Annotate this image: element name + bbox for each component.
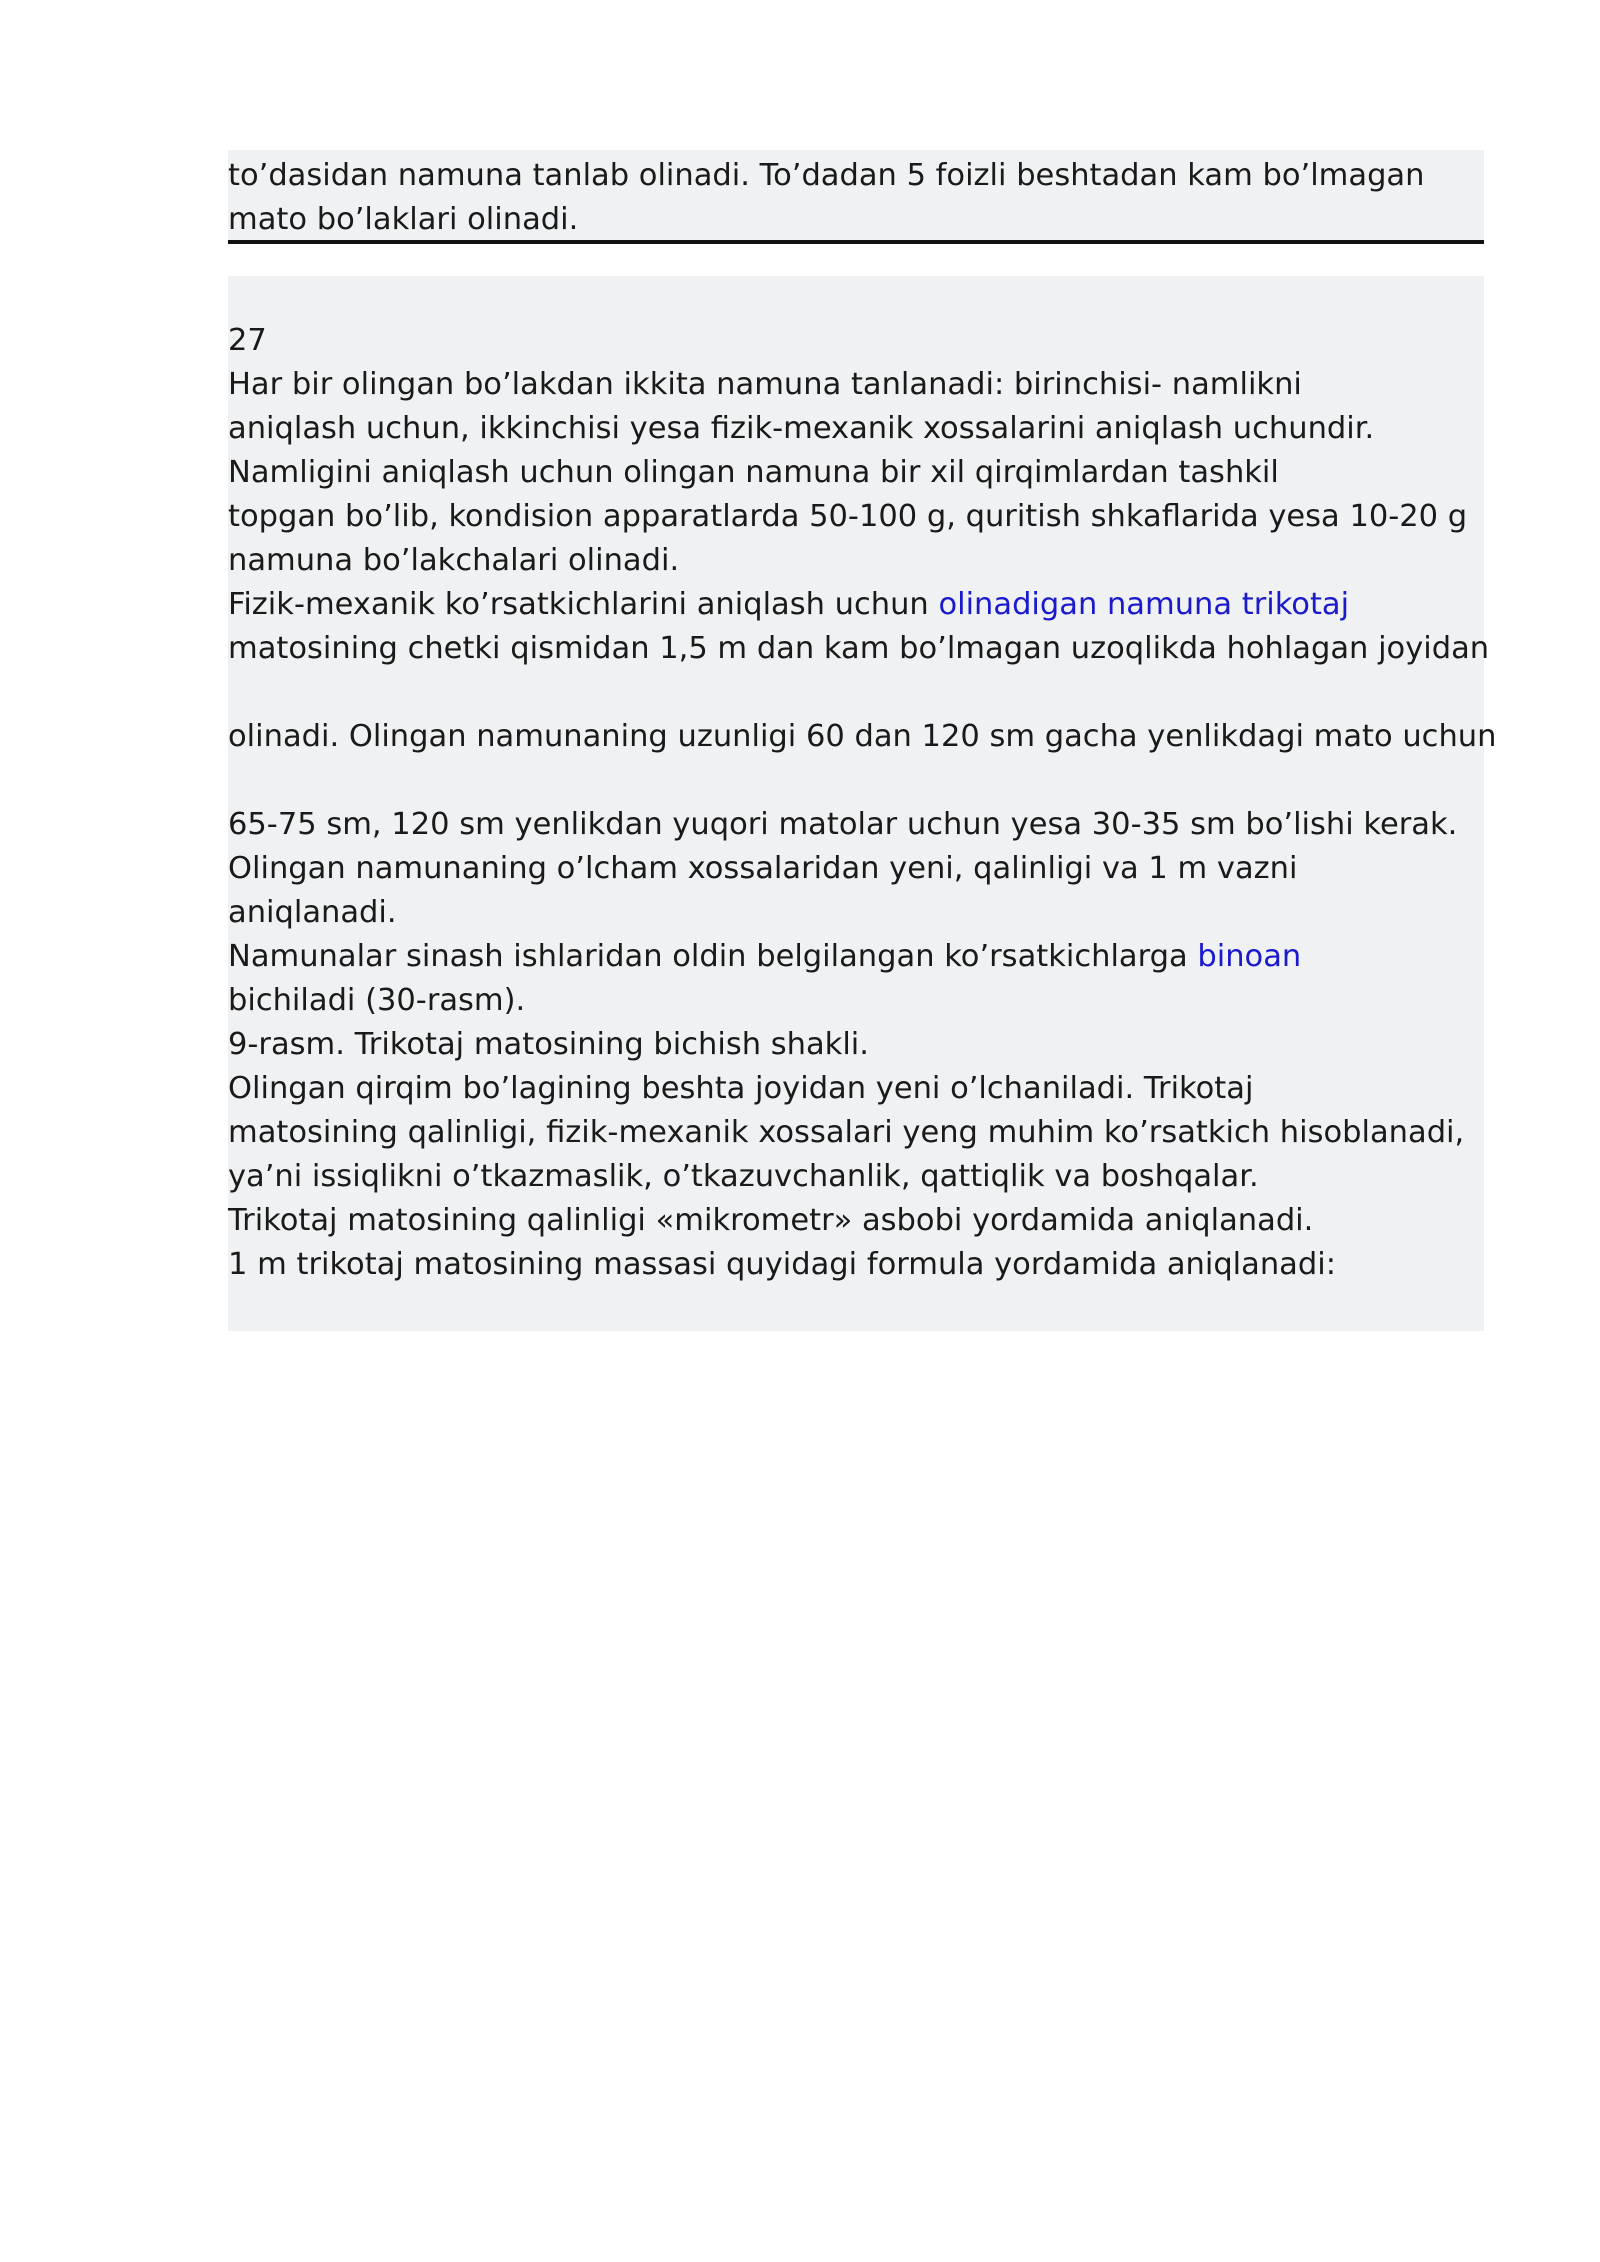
highlight-link[interactable]: olinadigan namuna trikotaj [938, 587, 1350, 622]
page-text-block [228, 276, 1497, 1331]
text-line: Olingan qirqim bo’lagining beshta joyidan yeni o’lchaniladi. Trikotaj [228, 1071, 1254, 1106]
text-line: Har bir olingan bo’lakdan ikkita namuna tanlanadi: birinchisi- namlikni [228, 367, 1302, 402]
text-line: Trikotaj matosining qalinligi «mikrometr» asbobi yordamida aniqlanadi. [228, 1203, 1314, 1238]
text-line [228, 935, 1484, 979]
text-line: aniqlanadi. [228, 895, 397, 930]
highlight-link[interactable]: binoan [1197, 939, 1302, 974]
text-line: aniqlash uchun, ikkinchisi yesa fizik-mexanik xossalarini aniqlash uchundir. [228, 411, 1375, 446]
page-divider [228, 240, 1484, 244]
text-line: matosining qalinligi, fizik-mexanik xossalari yeng muhim ko’rsatkich hisoblanadi, [228, 1115, 1465, 1150]
page-number: 27 [228, 323, 267, 358]
text-line: topgan bo’lib, kondision apparatlarda 50-100 g, quritish shkaflarida yesa 10-20 g [228, 499, 1468, 534]
text-line: mato bo’laklari olinadi. [228, 202, 579, 237]
text-line: Namligini aniqlash uchun olingan namuna bir xil qirqimlardan tashkil [228, 455, 1279, 490]
text-line: 1 m trikotaj matosining massasi quyidagi formula yordamida aniqlanadi: [228, 1247, 1336, 1282]
text-line: namuna bo’lakchalari olinadi. [228, 543, 680, 578]
text-line: olinadi. Olingan namunaning uzunligi 60 dan 120 sm gacha yenlikdagi mato uchun [228, 719, 1497, 754]
text-line: matosining chetki qismidan 1,5 m dan kam bo’lmagan uzoqlikda hohlagan joyidan [228, 631, 1490, 666]
text-line [228, 583, 1484, 627]
text-line: 65-75 sm, 120 sm yenlikdan yuqori matolar uchun yesa 30-35 sm bo’lishi kerak. [228, 807, 1458, 842]
text-line: ya’ni issiqlikni o’tkazmaslik, o’tkazuvchanlik, qattiqlik va boshqalar. [228, 1159, 1259, 1194]
text-line: Olingan namunaning o’lcham xossalaridan yeni, qalinligi va 1 m vazni [228, 851, 1298, 886]
text-line: bichiladi (30-rasm). [228, 983, 526, 1018]
previous-page-text-block [228, 150, 1484, 242]
figure-caption: 9-rasm. Trikotaj matosining bichish shakli. [228, 1027, 869, 1062]
text-segment: Namunalar sinash ishlaridan oldin belgilangan ko’rsatkichlarga [228, 939, 1198, 974]
text-segment: Fizik-mexanik ko’rsatkichlarini aniqlash uchun [228, 587, 939, 622]
text-line: to’dasidan namuna tanlab olinadi. To’dadan 5 foizli beshtadan kam bo’lmagan [228, 158, 1425, 193]
